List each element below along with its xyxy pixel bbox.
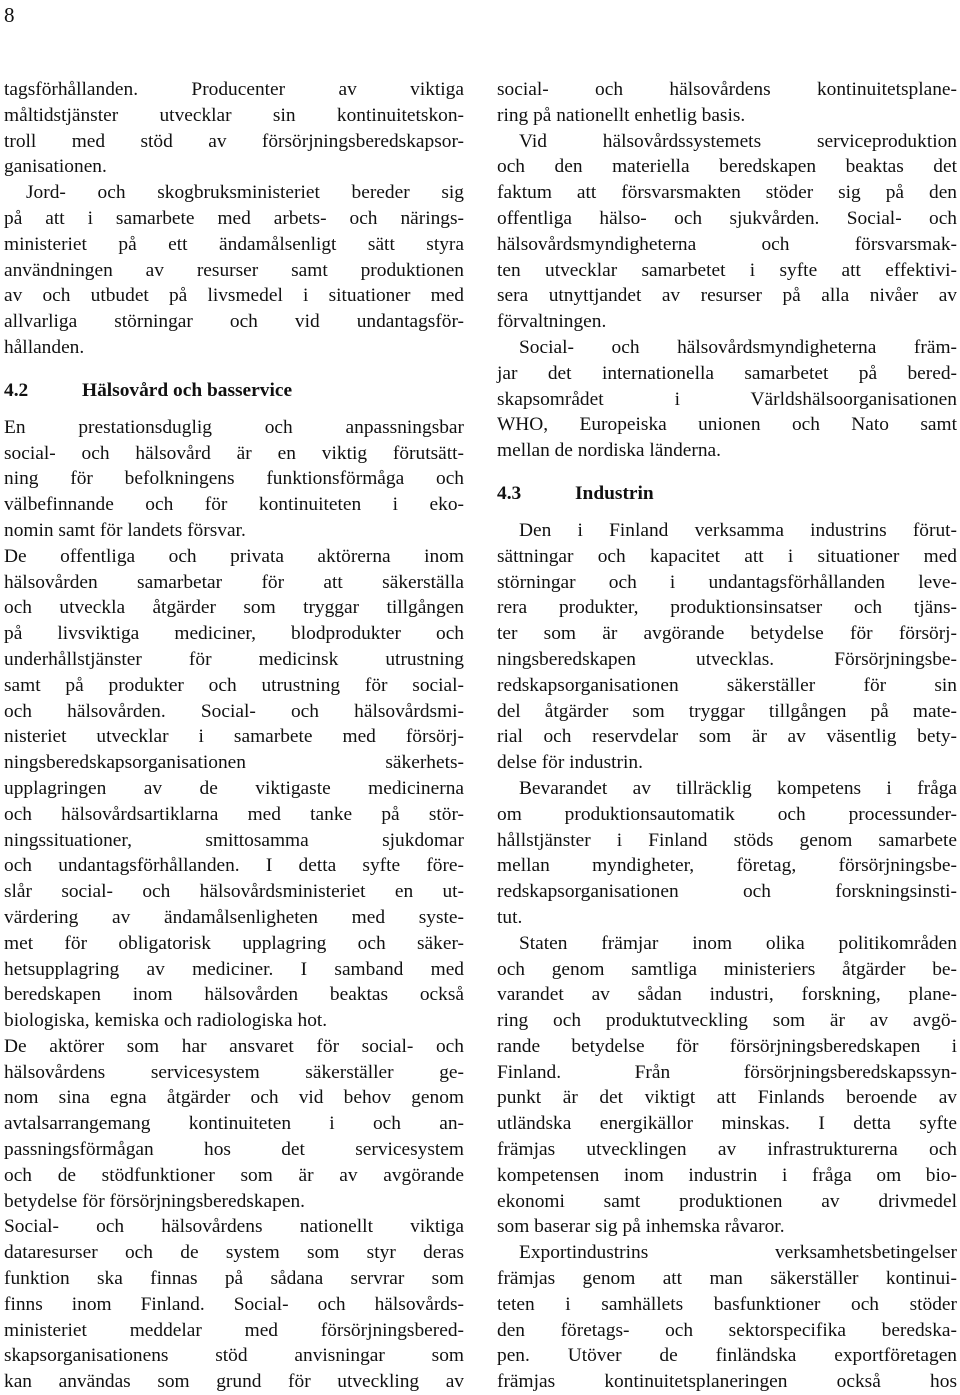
text-line: välbefinnande och för kontinuiteten i eko- <box>4 494 464 516</box>
text-line: rera produkter, produktionsinsatser och tjäns- <box>497 597 957 619</box>
text-line: Jord- och skogbruksministeriet bereder sig <box>26 182 464 204</box>
text-line: slår social- och hälsovårdsministeriet en ut- <box>4 881 464 903</box>
text-line: tagsförhållanden. Producenter av viktiga <box>4 79 464 100</box>
paragraph <box>4 77 464 180</box>
text-line: teten i samhällets basfunktioner och stöder <box>497 1293 957 1315</box>
paragraph <box>4 1214 464 1395</box>
text-line: De aktörer som har ansvaret för social- och <box>4 1035 464 1057</box>
text-line: passningsförmågan hos det servicesystem <box>4 1139 464 1161</box>
text-line: nisteriet utvecklar i samarbete med försörj- <box>4 726 464 748</box>
paragraph <box>4 180 464 361</box>
text-line: kompetensen inom industrin i fråga om bio- <box>497 1164 957 1186</box>
text-line: hetsupplagring av mediciner. I samband med <box>4 958 464 980</box>
paragraph <box>4 1034 464 1215</box>
text-line: ningsberedskapen utvecklas. Försörjningsbe- <box>497 648 957 670</box>
text-line: met för obligatorisk upplagring och säker- <box>4 932 464 954</box>
text-line: ganisationen. <box>4 156 107 178</box>
text-line: En prestationsduglig och anpassningsbar <box>4 416 464 438</box>
text-line: Vid hälsovårdssystemets serviceproduktion <box>519 130 957 152</box>
text-line: tut. <box>497 906 523 928</box>
section-number: 4.2 <box>4 379 29 401</box>
text-line: faktum att försvarsmakten stöder sig på den <box>497 182 957 204</box>
right-column <box>497 77 957 1395</box>
text-line: social- och hälsovård är en viktig förutsätt- <box>4 442 464 464</box>
text-line: skapsområdet i Världshälsoorganisationen <box>497 388 957 410</box>
text-line: och den materiella beredskapen beaktas det <box>497 156 957 178</box>
text-line: rande betydelse för försörjningsberedskapen i <box>497 1035 957 1057</box>
text-line: varandet av sådan industri, forskning, plane- <box>497 984 957 1006</box>
text-line: den företags- och sektorspecifika beredska- <box>497 1319 957 1341</box>
text-line: Finland. Från försörjningsberedskapssyn- <box>497 1061 957 1083</box>
text-line: del åtgärder som tryggar tillgången på mate- <box>497 700 957 722</box>
text-line: funktion ska finnas på sådana servrar som <box>4 1268 464 1290</box>
text-line: Exportindustrins verksamhetsbetingelser <box>519 1242 957 1264</box>
text-line: om produktionsautomatik och processunder- <box>497 803 957 825</box>
text-line: betydelse för försörjningsberedskapen. <box>4 1190 305 1212</box>
text-line: och hälsovårdsartiklarna med tanke på stör- <box>4 803 464 825</box>
text-line: mellan myndigheter, företag, försörjningsbe- <box>497 855 957 877</box>
text-line: punkt är det viktigt att Finlands beroende av <box>497 1087 957 1109</box>
paragraph <box>497 335 957 464</box>
paragraph <box>497 776 957 931</box>
section-number: 4.3 <box>497 482 522 504</box>
text-line: på att i samarbete med arbets- och närings- <box>4 207 464 229</box>
text-line: ring och produktutveckling som är av avgö- <box>497 1010 957 1032</box>
text-line: troll med stöd av försörjningsberedskapsor- <box>4 130 464 152</box>
text-line: värdering av ändamålsenligheten med syste- <box>4 906 464 928</box>
text-line: och utveckla åtgärder som tryggar tillgången <box>4 597 464 619</box>
text-line: hälsovårdsmyndigheterna och försvarsmak- <box>497 233 957 255</box>
text-line: pen. Utöver de finländska exportföretagen <box>497 1345 957 1367</box>
text-line: social- och hälsovårdens kontinuitetsplane- <box>497 79 957 100</box>
text-line: Den i Finland verksamma industrins förut- <box>519 519 957 541</box>
text-line: redskapsorganisationen och forskningsinsti- <box>497 881 957 903</box>
text-line: hållanden. <box>4 336 85 358</box>
text-line: och undantagsförhållanden. I detta syfte före- <box>4 855 464 877</box>
text-line: av och utbudet på livsmedel i situationer med <box>4 285 464 307</box>
text-line: Bevarandet av tillräcklig kompetens i fråga <box>519 777 957 799</box>
text-line: användningen av resurser samt produktionen <box>4 259 464 281</box>
text-line: beredskapen inom hälsovården beaktas också <box>4 984 464 1006</box>
text-line: WHO, Europeiska unionen och Nato samt <box>497 414 957 436</box>
text-line: upplagringen av de viktigaste medicinerna <box>4 777 464 799</box>
text-line: skapsorganisationens stöd anvisningar som <box>4 1345 464 1367</box>
text-line: De offentliga och privata aktörerna inom <box>4 545 464 567</box>
text-line: främjas genom att man säkerställer kontinui- <box>497 1268 957 1290</box>
text-line: ning för befolkningens funktionsförmåga och <box>4 468 464 490</box>
text-line: dataresurser och de system som styr deras <box>4 1242 464 1264</box>
paragraph <box>4 415 464 544</box>
text-line: finns inom Finland. Social- och hälsovårds- <box>4 1293 464 1315</box>
text-line: ningssituationer, smittosamma sjukdomar <box>4 829 464 851</box>
paragraph <box>4 544 464 1034</box>
text-line: och genom samtliga ministeriers åtgärder be- <box>497 958 957 980</box>
text-line: delse för industrin. <box>497 752 643 774</box>
section-heading <box>4 373 464 409</box>
page-number: 8 <box>4 3 15 27</box>
paragraph <box>497 931 957 1241</box>
text-line: ten utvecklar samarbetet i syfte att effektivi- <box>497 259 957 281</box>
text-line: kan användas som grund för utveckling av <box>4 1371 464 1393</box>
text-line: utländska energikällor minskas. I detta syfte <box>497 1113 957 1135</box>
paragraph <box>497 518 957 776</box>
text-line: rial och reservdelar som är av väsentlig bety- <box>497 726 957 748</box>
text-line: ministeriet på ett ändamålsenligt sätt styra <box>4 233 464 255</box>
text-line: hälsovården samarbetar för att säkerställa <box>4 571 464 593</box>
section-heading <box>497 476 957 512</box>
text-line: hållstjänster i Finland stöds genom samarbete <box>497 829 957 851</box>
text-line: avtalsarrangemang kontinuiteten i och an- <box>4 1113 464 1135</box>
text-line: redskapsorganisationen säkerställer för sin <box>497 674 957 696</box>
text-line: ningsberedskapsorganisationen säkerhets- <box>4 752 464 774</box>
text-line: offentliga hälso- och sjukvården. Social- och <box>497 207 957 229</box>
text-line: allvarliga störningar och vid undantagsför- <box>4 311 464 333</box>
text-line: störningar och i undantagsförhållanden leve- <box>497 571 957 593</box>
text-line: främjas utvecklingen av infrastrukturerna och <box>497 1139 957 1161</box>
text-line: nomin samt för landets försvar. <box>4 519 246 541</box>
text-line: samt på produkter och utrustning för social- <box>4 674 464 696</box>
text-line: ministeriet meddelar med försörjningsbered- <box>4 1319 464 1341</box>
text-line: förvaltningen. <box>497 311 607 333</box>
text-line: biologiska, kemiska och radiologiska hot. <box>4 1010 328 1032</box>
text-line: hälsovårdens servicesystem säkerställer ge- <box>4 1061 464 1083</box>
text-line: underhållstjänster för medicinsk utrustning <box>4 648 464 670</box>
text-line: sättningar och kapacitet att i situationer med <box>497 545 957 567</box>
text-line: främjas kontinuitetsplaneringen också hos <box>497 1371 957 1393</box>
text-line: sera utnyttjandet av resurser på alla nivåer av <box>497 285 957 307</box>
text-line: mellan de nordiska länderna. <box>497 440 721 462</box>
paragraph <box>497 77 957 129</box>
text-line: och de stödfunktioner som är av avgörande <box>4 1164 464 1186</box>
text-line: på livsviktiga mediciner, blodprodukter och <box>4 623 464 645</box>
left-column <box>4 77 464 1395</box>
text-line: ring på nationellt enhetlig basis. <box>497 104 746 126</box>
text-line: som baserar sig på inhemska råvaror. <box>497 1216 785 1238</box>
text-line: ekonomi samt produktionen av drivmedel <box>497 1190 957 1212</box>
text-line: nom sina egna åtgärder och vid behov genom <box>4 1087 464 1109</box>
text-line: måltidstjänster utvecklar sin kontinuitetskon- <box>4 104 464 126</box>
paragraph <box>497 1240 957 1395</box>
text-line: och hälsovården. Social- och hälsovårdsmi- <box>4 700 464 722</box>
text-line: jar det internationella samarbetet på bered- <box>497 362 957 384</box>
text-line: Social- och hälsovårdens nationellt viktiga <box>4 1216 464 1238</box>
section-title: Hälsovård och basservice <box>82 379 293 401</box>
section-title: Industrin <box>575 482 654 504</box>
text-line: Staten främjar inom olika politikområden <box>519 932 957 954</box>
text-line: Social- och hälsovårdsmyndigheterna främ- <box>519 336 957 358</box>
text-line: ter som är avgörande betydelse för försörj- <box>497 623 957 645</box>
paragraph <box>497 129 957 335</box>
